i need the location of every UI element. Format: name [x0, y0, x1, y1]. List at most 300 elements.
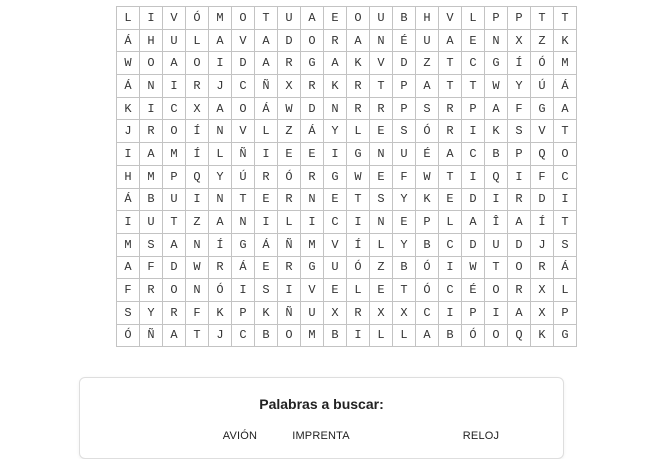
grid-cell[interactable]: C	[232, 75, 255, 98]
grid-cell[interactable]: V	[232, 29, 255, 52]
grid-cell[interactable]: T	[462, 75, 485, 98]
grid-cell[interactable]: A	[324, 52, 347, 75]
grid-cell[interactable]: Í	[531, 211, 554, 234]
grid-cell[interactable]: U	[278, 7, 301, 30]
grid-cell[interactable]: E	[439, 188, 462, 211]
grid-cell[interactable]: V	[370, 52, 393, 75]
grid-cell[interactable]: O	[485, 324, 508, 347]
grid-cell[interactable]: Á	[117, 188, 140, 211]
grid-cell[interactable]: J	[209, 75, 232, 98]
grid-cell[interactable]: E	[255, 256, 278, 279]
grid-cell[interactable]: X	[324, 301, 347, 324]
grid-cell[interactable]: O	[232, 97, 255, 120]
grid-cell[interactable]: I	[554, 188, 577, 211]
grid-cell[interactable]: F	[508, 97, 531, 120]
grid-cell[interactable]: X	[393, 301, 416, 324]
grid-cell[interactable]: O	[485, 279, 508, 302]
grid-cell[interactable]: W	[485, 75, 508, 98]
grid-cell[interactable]: Á	[554, 75, 577, 98]
grid-cell[interactable]: R	[347, 301, 370, 324]
grid-cell[interactable]: D	[232, 52, 255, 75]
grid-cell[interactable]: É	[462, 279, 485, 302]
grid-cell[interactable]: O	[163, 279, 186, 302]
grid-cell[interactable]: A	[439, 29, 462, 52]
grid-cell[interactable]: Á	[301, 120, 324, 143]
grid-cell[interactable]: N	[186, 279, 209, 302]
grid-cell[interactable]: A	[439, 143, 462, 166]
grid-cell[interactable]: R	[140, 120, 163, 143]
grid-cell[interactable]: P	[393, 97, 416, 120]
grid-cell[interactable]: L	[393, 324, 416, 347]
grid-cell[interactable]: A	[554, 97, 577, 120]
grid-cell[interactable]: P	[462, 97, 485, 120]
grid-cell[interactable]: S	[554, 233, 577, 256]
grid-cell[interactable]: V	[439, 7, 462, 30]
grid-cell[interactable]: F	[140, 256, 163, 279]
grid-cell[interactable]: A	[140, 143, 163, 166]
grid-cell[interactable]: R	[347, 97, 370, 120]
grid-cell[interactable]: Ñ	[278, 233, 301, 256]
grid-cell[interactable]: R	[255, 165, 278, 188]
grid-cell[interactable]: E	[255, 188, 278, 211]
grid-cell[interactable]: J	[531, 233, 554, 256]
grid-cell[interactable]: R	[439, 97, 462, 120]
grid-cell[interactable]: S	[393, 120, 416, 143]
grid-cell[interactable]: I	[508, 165, 531, 188]
grid-cell[interactable]: R	[508, 279, 531, 302]
grid-cell[interactable]: E	[370, 165, 393, 188]
grid-cell[interactable]: A	[416, 324, 439, 347]
grid-cell[interactable]: Ó	[416, 256, 439, 279]
grid-cell[interactable]: L	[278, 211, 301, 234]
grid-cell[interactable]: D	[508, 233, 531, 256]
grid-cell[interactable]: W	[416, 165, 439, 188]
grid-cell[interactable]: U	[416, 29, 439, 52]
grid-cell[interactable]: T	[485, 256, 508, 279]
grid-cell[interactable]: K	[324, 75, 347, 98]
grid-cell[interactable]: Á	[232, 256, 255, 279]
grid-cell[interactable]: T	[439, 52, 462, 75]
grid-cell[interactable]: J	[209, 324, 232, 347]
grid-cell[interactable]: L	[439, 211, 462, 234]
grid-cell[interactable]: O	[186, 52, 209, 75]
grid-cell[interactable]: M	[554, 52, 577, 75]
grid-cell[interactable]: F	[393, 165, 416, 188]
grid-cell[interactable]: P	[462, 301, 485, 324]
grid-cell[interactable]: I	[255, 143, 278, 166]
grid-cell[interactable]: T	[347, 188, 370, 211]
grid-cell[interactable]: S	[255, 279, 278, 302]
grid-cell[interactable]: N	[186, 233, 209, 256]
grid-cell[interactable]: É	[393, 29, 416, 52]
grid-cell[interactable]: E	[301, 143, 324, 166]
grid-cell[interactable]: G	[232, 233, 255, 256]
grid-cell[interactable]: P	[485, 7, 508, 30]
grid-cell[interactable]: H	[117, 165, 140, 188]
grid-cell[interactable]: L	[347, 279, 370, 302]
grid-cell[interactable]: Ó	[531, 52, 554, 75]
grid-cell[interactable]: Y	[140, 301, 163, 324]
grid-cell[interactable]: E	[462, 29, 485, 52]
grid-cell[interactable]: O	[140, 52, 163, 75]
grid-cell[interactable]: K	[416, 188, 439, 211]
grid-cell[interactable]: D	[301, 97, 324, 120]
grid-cell[interactable]: X	[531, 301, 554, 324]
grid-cell[interactable]: M	[117, 233, 140, 256]
grid-cell[interactable]: A	[301, 7, 324, 30]
grid-cell[interactable]: G	[485, 52, 508, 75]
grid-cell[interactable]: A	[209, 211, 232, 234]
grid-cell[interactable]: N	[370, 211, 393, 234]
grid-cell[interactable]: E	[370, 120, 393, 143]
grid-cell[interactable]: V	[301, 279, 324, 302]
grid-cell[interactable]: S	[416, 97, 439, 120]
grid-cell[interactable]: R	[508, 188, 531, 211]
grid-cell[interactable]: D	[462, 188, 485, 211]
grid-cell[interactable]: S	[370, 188, 393, 211]
grid-cell[interactable]: X	[278, 75, 301, 98]
grid-cell[interactable]: R	[209, 256, 232, 279]
grid-cell[interactable]: E	[393, 211, 416, 234]
grid-cell[interactable]: Ó	[416, 279, 439, 302]
grid-cell[interactable]: Z	[186, 211, 209, 234]
grid-cell[interactable]: B	[393, 256, 416, 279]
grid-cell[interactable]: S	[508, 120, 531, 143]
grid-cell[interactable]: E	[324, 7, 347, 30]
grid-cell[interactable]: A	[209, 97, 232, 120]
grid-cell[interactable]: O	[508, 256, 531, 279]
grid-cell[interactable]: L	[370, 233, 393, 256]
grid-cell[interactable]: U	[163, 29, 186, 52]
grid-cell[interactable]: C	[439, 279, 462, 302]
grid-cell[interactable]: U	[163, 188, 186, 211]
grid-cell[interactable]: A	[462, 211, 485, 234]
grid-cell[interactable]: E	[324, 279, 347, 302]
grid-cell[interactable]: C	[462, 52, 485, 75]
grid-cell[interactable]: U	[485, 233, 508, 256]
grid-cell[interactable]: A	[163, 233, 186, 256]
grid-cell[interactable]: P	[232, 301, 255, 324]
grid-cell[interactable]: C	[554, 165, 577, 188]
grid-cell[interactable]: I	[255, 211, 278, 234]
grid-cell[interactable]: C	[439, 233, 462, 256]
grid-cell[interactable]: D	[462, 233, 485, 256]
grid-cell[interactable]: P	[554, 301, 577, 324]
grid-cell[interactable]: R	[324, 29, 347, 52]
grid-cell[interactable]: Q	[531, 143, 554, 166]
grid-cell[interactable]: I	[324, 143, 347, 166]
grid-cell[interactable]: N	[301, 188, 324, 211]
grid-cell[interactable]: Ó	[278, 165, 301, 188]
grid-cell[interactable]: T	[370, 75, 393, 98]
grid-cell[interactable]: H	[416, 7, 439, 30]
grid-cell[interactable]: R	[439, 120, 462, 143]
grid-cell[interactable]: R	[370, 97, 393, 120]
grid-cell[interactable]: Á	[554, 256, 577, 279]
grid-cell[interactable]: Q	[186, 165, 209, 188]
grid-cell[interactable]: A	[347, 29, 370, 52]
grid-cell[interactable]: W	[117, 52, 140, 75]
grid-cell[interactable]: J	[117, 120, 140, 143]
grid-cell[interactable]: Q	[485, 165, 508, 188]
grid-cell[interactable]: K	[117, 97, 140, 120]
grid-cell[interactable]: O	[347, 7, 370, 30]
grid-cell[interactable]: G	[301, 52, 324, 75]
grid-cell[interactable]: D	[163, 256, 186, 279]
grid-cell[interactable]: É	[416, 143, 439, 166]
grid-cell[interactable]: Q	[508, 324, 531, 347]
grid-cell[interactable]: V	[324, 233, 347, 256]
grid-cell[interactable]: N	[370, 143, 393, 166]
grid-cell[interactable]: U	[324, 256, 347, 279]
grid-cell[interactable]: I	[140, 97, 163, 120]
grid-cell[interactable]: T	[531, 7, 554, 30]
grid-cell[interactable]: B	[485, 143, 508, 166]
grid-cell[interactable]: L	[255, 120, 278, 143]
grid-cell[interactable]: I	[485, 188, 508, 211]
grid-cell[interactable]: K	[485, 120, 508, 143]
grid-cell[interactable]: T	[255, 7, 278, 30]
grid-cell[interactable]: K	[554, 29, 577, 52]
grid-cell[interactable]: A	[508, 301, 531, 324]
grid-cell[interactable]: Ú	[232, 165, 255, 188]
grid-cell[interactable]: N	[232, 211, 255, 234]
grid-cell[interactable]: Ñ	[140, 324, 163, 347]
grid-cell[interactable]: Ó	[186, 7, 209, 30]
grid-cell[interactable]: W	[462, 256, 485, 279]
grid-cell[interactable]: O	[163, 120, 186, 143]
grid-cell[interactable]: R	[347, 75, 370, 98]
grid-cell[interactable]: Z	[531, 29, 554, 52]
grid-cell[interactable]: B	[255, 324, 278, 347]
grid-cell[interactable]: C	[324, 211, 347, 234]
grid-cell[interactable]: Í	[186, 143, 209, 166]
grid-cell[interactable]: X	[508, 29, 531, 52]
grid-cell[interactable]: K	[347, 52, 370, 75]
grid-cell[interactable]: A	[416, 75, 439, 98]
grid-cell[interactable]: Ó	[117, 324, 140, 347]
grid-cell[interactable]: P	[393, 75, 416, 98]
grid-cell[interactable]: H	[140, 29, 163, 52]
grid-cell[interactable]: P	[508, 7, 531, 30]
grid-cell[interactable]: I	[439, 301, 462, 324]
grid-cell[interactable]: I	[485, 301, 508, 324]
grid-cell[interactable]: Î	[485, 211, 508, 234]
grid-cell[interactable]: L	[117, 7, 140, 30]
grid-cell[interactable]: Á	[117, 29, 140, 52]
grid-cell[interactable]: Ñ	[255, 75, 278, 98]
grid-cell[interactable]: W	[186, 256, 209, 279]
grid-cell[interactable]: G	[347, 143, 370, 166]
grid-cell[interactable]: I	[117, 143, 140, 166]
grid-cell[interactable]: R	[278, 188, 301, 211]
grid-cell[interactable]: B	[393, 7, 416, 30]
grid-cell[interactable]: W	[347, 165, 370, 188]
grid-cell[interactable]: Y	[393, 233, 416, 256]
grid-cell[interactable]: U	[301, 301, 324, 324]
grid-cell[interactable]: N	[140, 75, 163, 98]
grid-cell[interactable]: O	[232, 7, 255, 30]
grid-cell[interactable]: M	[163, 143, 186, 166]
grid-cell[interactable]: C	[163, 97, 186, 120]
grid-cell[interactable]: Í	[186, 120, 209, 143]
grid-cell[interactable]: I	[140, 7, 163, 30]
grid-cell[interactable]: X	[186, 97, 209, 120]
grid-cell[interactable]: I	[209, 52, 232, 75]
grid-cell[interactable]: R	[140, 279, 163, 302]
grid-cell[interactable]: T	[393, 279, 416, 302]
grid-cell[interactable]: K	[255, 301, 278, 324]
grid-cell[interactable]: Ú	[531, 75, 554, 98]
grid-cell[interactable]: N	[370, 29, 393, 52]
grid-cell[interactable]: M	[140, 165, 163, 188]
grid-cell[interactable]: T	[554, 211, 577, 234]
grid-cell[interactable]: N	[209, 188, 232, 211]
grid-cell[interactable]: I	[462, 165, 485, 188]
grid-cell[interactable]: F	[186, 301, 209, 324]
grid-cell[interactable]: Y	[508, 75, 531, 98]
grid-cell[interactable]: M	[301, 233, 324, 256]
grid-cell[interactable]: T	[439, 75, 462, 98]
grid-cell[interactable]: C	[462, 143, 485, 166]
grid-cell[interactable]: R	[278, 256, 301, 279]
grid-cell[interactable]: Y	[393, 188, 416, 211]
grid-cell[interactable]: U	[393, 143, 416, 166]
grid-cell[interactable]: A	[117, 256, 140, 279]
grid-cell[interactable]: T	[186, 324, 209, 347]
grid-cell[interactable]: O	[301, 29, 324, 52]
grid-cell[interactable]: U	[140, 211, 163, 234]
grid-cell[interactable]: L	[370, 324, 393, 347]
grid-cell[interactable]: P	[416, 211, 439, 234]
grid-cell[interactable]: G	[554, 324, 577, 347]
grid-cell[interactable]: Y	[324, 120, 347, 143]
grid-cell[interactable]: Á	[117, 75, 140, 98]
grid-cell[interactable]: I	[232, 279, 255, 302]
grid-cell[interactable]: U	[370, 7, 393, 30]
grid-cell[interactable]: A	[209, 29, 232, 52]
grid-cell[interactable]: I	[347, 211, 370, 234]
grid-cell[interactable]: M	[301, 324, 324, 347]
grid-cell[interactable]: W	[278, 97, 301, 120]
grid-cell[interactable]: Í	[209, 233, 232, 256]
grid-cell[interactable]: L	[554, 279, 577, 302]
grid-cell[interactable]: Z	[370, 256, 393, 279]
grid-cell[interactable]: R	[301, 75, 324, 98]
grid-cell[interactable]: R	[186, 75, 209, 98]
grid-cell[interactable]: I	[163, 75, 186, 98]
grid-cell[interactable]: N	[485, 29, 508, 52]
grid-cell[interactable]: V	[531, 120, 554, 143]
grid-cell[interactable]: Ó	[416, 120, 439, 143]
grid-cell[interactable]: Í	[508, 52, 531, 75]
grid-cell[interactable]: I	[347, 324, 370, 347]
grid-cell[interactable]: Ó	[347, 256, 370, 279]
grid-cell[interactable]: O	[278, 324, 301, 347]
grid-cell[interactable]: I	[186, 188, 209, 211]
grid-cell[interactable]: X	[370, 301, 393, 324]
grid-cell[interactable]: B	[324, 324, 347, 347]
grid-cell[interactable]: R	[531, 256, 554, 279]
grid-cell[interactable]: Z	[416, 52, 439, 75]
grid-cell[interactable]: F	[117, 279, 140, 302]
grid-cell[interactable]: A	[255, 52, 278, 75]
grid-cell[interactable]: O	[554, 143, 577, 166]
grid-cell[interactable]: R	[163, 301, 186, 324]
grid-cell[interactable]: F	[531, 165, 554, 188]
grid-cell[interactable]: Ó	[462, 324, 485, 347]
grid-cell[interactable]: X	[531, 279, 554, 302]
grid-cell[interactable]: V	[232, 120, 255, 143]
grid-cell[interactable]: P	[163, 165, 186, 188]
grid-cell[interactable]: A	[255, 29, 278, 52]
grid-cell[interactable]: Ó	[209, 279, 232, 302]
grid-cell[interactable]: G	[324, 165, 347, 188]
grid-cell[interactable]: E	[278, 143, 301, 166]
grid-cell[interactable]: P	[508, 143, 531, 166]
grid-cell[interactable]: D	[393, 52, 416, 75]
grid-cell[interactable]: Ñ	[278, 301, 301, 324]
grid-cell[interactable]: N	[324, 97, 347, 120]
grid-cell[interactable]: Y	[209, 165, 232, 188]
grid-cell[interactable]: L	[462, 7, 485, 30]
grid-cell[interactable]: Ñ	[232, 143, 255, 166]
grid-cell[interactable]: Á	[255, 97, 278, 120]
grid-cell[interactable]: M	[209, 7, 232, 30]
grid-cell[interactable]: R	[301, 165, 324, 188]
grid-cell[interactable]: T	[439, 165, 462, 188]
grid-cell[interactable]: T	[163, 211, 186, 234]
grid-cell[interactable]: N	[209, 120, 232, 143]
grid-cell[interactable]: A	[163, 324, 186, 347]
grid-cell[interactable]: I	[439, 256, 462, 279]
grid-cell[interactable]: A	[485, 97, 508, 120]
grid-cell[interactable]: D	[531, 188, 554, 211]
grid-cell[interactable]: B	[416, 233, 439, 256]
grid-cell[interactable]: B	[140, 188, 163, 211]
grid-cell[interactable]: Á	[255, 233, 278, 256]
grid-cell[interactable]: K	[209, 301, 232, 324]
grid-cell[interactable]: L	[347, 120, 370, 143]
grid-cell[interactable]: T	[554, 120, 577, 143]
grid-cell[interactable]: D	[278, 29, 301, 52]
grid-cell[interactable]: Í	[347, 233, 370, 256]
grid-cell[interactable]: A	[508, 211, 531, 234]
grid-cell[interactable]: S	[140, 233, 163, 256]
grid-cell[interactable]: T	[554, 7, 577, 30]
grid-cell[interactable]: Z	[278, 120, 301, 143]
grid-cell[interactable]: I	[117, 211, 140, 234]
grid-cell[interactable]: C	[416, 301, 439, 324]
grid-cell[interactable]: L	[209, 143, 232, 166]
grid-cell[interactable]: B	[439, 324, 462, 347]
grid-cell[interactable]: G	[531, 97, 554, 120]
grid-cell[interactable]: I	[301, 211, 324, 234]
grid-cell[interactable]: I	[278, 279, 301, 302]
grid-cell[interactable]: I	[462, 120, 485, 143]
grid-cell[interactable]: G	[301, 256, 324, 279]
grid-cell[interactable]: R	[278, 52, 301, 75]
grid-cell[interactable]: A	[163, 52, 186, 75]
grid-cell[interactable]: V	[163, 7, 186, 30]
grid-cell[interactable]: E	[324, 188, 347, 211]
grid-cell[interactable]: S	[117, 301, 140, 324]
grid-cell[interactable]: K	[531, 324, 554, 347]
grid-cell[interactable]: L	[186, 29, 209, 52]
grid-cell[interactable]: E	[370, 279, 393, 302]
grid-cell[interactable]: T	[232, 188, 255, 211]
grid-cell[interactable]: C	[232, 324, 255, 347]
